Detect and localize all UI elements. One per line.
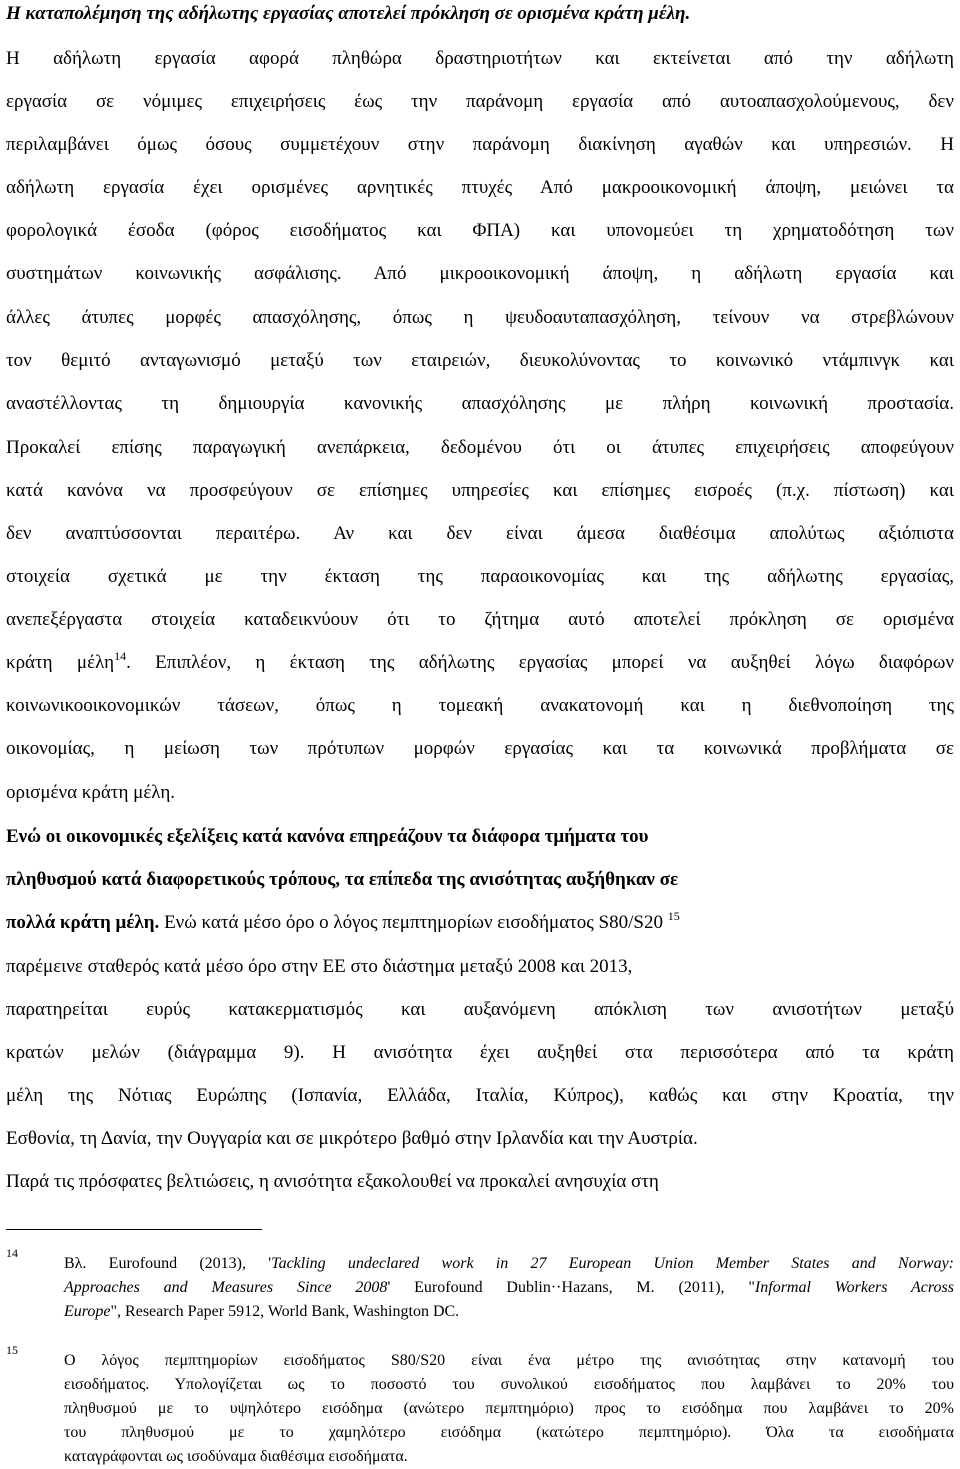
footnote-number: 14	[6, 1246, 18, 1260]
paragraph-line: παρατηρείται ευρύς κατακερματισμός και αυξανόμενη απόκλιση των ανισοτήτων μεταξύ	[6, 999, 954, 1020]
text-span: κράτη μέλη	[6, 652, 115, 673]
bold-heading-line: πληθυσμού κατά διαφορετικούς τρόπους, τα επίπεδα της ανισότητας αυξήθηκαν σε	[6, 869, 679, 890]
italic-span: Europe	[64, 1303, 111, 1320]
paragraph-line: Παρά τις πρόσφατες βελτιώσεις, η ανισότητα εξακολουθεί να προκαλεί ανησυχία στη	[6, 1171, 659, 1192]
paragraph-line: αδήλωτη εργασία έχει ορισμένες αρνητικές πτυχές Από μακροοικονομική άποψη, μειώνει τα	[6, 177, 954, 198]
paragraph-line: Η αδήλωτη εργασία αφορά πληθώρα δραστηριοτήτων και εκτείνεται από την αδήλωτη	[6, 48, 954, 69]
footnote-line: του πληθυσμού με το χαμηλότερο εισόδημα (κατώτερο πεμπτημόριο). Όλα τα εισοδήματα	[64, 1424, 954, 1441]
paragraph-line: άλλες άτυπες μορφές απασχόλησης, όπως η ψευδοαυταπασχόληση, τείνουν να στρεβλώνουν	[6, 307, 954, 328]
paragraph-line: αναστέλλοντας τη δημιουργία κανονικής απασχόλησης με πλήρη κοινωνική προστασία.	[6, 393, 954, 414]
footnote-line	[64, 1276, 954, 1300]
paragraph-line: συστημάτων κοινωνικής ασφάλισης. Από μικροοικονομική άποψη, η αδήλωτη εργασία και	[6, 263, 954, 284]
footnote-line: πληθυσμού με το υψηλότερο εισόδημα (ανώτερο πεμπτημόριο) προς το εισόδημα που λαμβάνει το 20%	[64, 1400, 954, 1417]
paragraph-line: μέλη της Νότιας Ευρώπης (Ισπανία, Ελλάδα, Ιταλία, Κύπρος), καθώς και στην Κροατία, την	[6, 1085, 954, 1106]
italic-span: Approaches and Measures Since 2008	[64, 1279, 388, 1296]
text-span: ' Eurofound Dublin··Hazans, M. (2011), "	[387, 1279, 755, 1296]
paragraph-line: περιλαμβάνει όμως όσους συμμετέχουν στην παράνομη διακίνηση αγαθών και υπηρεσιών. Η	[6, 134, 954, 155]
footnote-ref-14[interactable]: 14	[114, 649, 127, 663]
text-span: . Επιπλέον, η έκταση της αδήλωτης εργασίας μπορεί να αυξηθεί λόγω διαφόρων	[126, 652, 954, 673]
bold-span: πολλά κράτη μέλη.	[6, 912, 160, 933]
paragraph-line	[6, 911, 680, 935]
paragraph-line: παρέμεινε σταθερός κατά μέσο όρο στην ΕΕ στο διάστημα μεταξύ 2008 και 2013,	[6, 956, 633, 977]
paragraph-line: τον θεμιτό ανταγωνισμό μεταξύ των εταιρειών, διευκολύνοντας το κοινωνικό ντάμπινγκ και	[6, 350, 954, 371]
paragraph-line: οικονομίας, η μείωση των πρότυπων μορφών εργασίας και τα κοινωνικά προβλήματα σε	[6, 738, 954, 759]
section-heading: Η καταπολέμηση της αδήλωτης εργασίας αποτελεί πρόκληση σε ορισμένα κράτη μέλη.	[6, 3, 691, 24]
paragraph-line: κατά κανόνα να προσφεύγουν σε επίσημες υπηρεσίες και επίσημες εισροές (π.χ. πίστωση) και	[6, 480, 954, 501]
text-span: Βλ. Eurofound (2013), '	[64, 1255, 272, 1272]
paragraph-line: δεν αναπτύσσονται περαιτέρω. Αν και δεν είναι άμεσα διαθέσιμα απολύτως αξιόπιστα	[6, 523, 954, 544]
italic-span: Informal Workers Across	[754, 1279, 954, 1296]
paragraph-line: ανεπεξέργαστα στοιχεία καταδεικνύουν ότι το ζήτημα αυτό αποτελεί πρόκληση σε ορισμένα	[6, 609, 954, 630]
text-span: Ενώ κατά μέσο όρο ο λόγος πεμπτημορίων εισοδήματος S80/S20	[159, 912, 663, 933]
paragraph-line	[6, 651, 954, 675]
paragraph-line: στοιχεία σχετικά με την έκταση της παραοικονομίας και της αδήλωτης εργασίας,	[6, 566, 954, 587]
footnote-line: καταγράφονται ως ισοδύναμα διαθέσιμα εισοδήματα.	[64, 1448, 408, 1465]
italic-span: Tackling undeclared work in 27 European Union Member States and Norway:	[271, 1255, 954, 1272]
paragraph-line: Προκαλεί επίσης παραγωγική ανεπάρκεια, δεδομένου ότι οι άτυπες επιχειρήσεις αποφεύγουν	[6, 437, 954, 458]
paragraph-line: φορολογικά έσοδα (φόρος εισοδήματος και ΦΠΑ) και υπονομεύει τη χρηματοδότηση των	[6, 220, 954, 241]
paragraph-line: κοινωνικοοικονομικών τάσεων, όπως η τομεακή ανακατονομή και η διεθνοποίηση της	[6, 695, 954, 716]
footnote-line: εισοδήματος. Υπολογίζεται ως το ποσοστό του συνολικού εισοδήματος που λαμβάνει το 20% του	[64, 1376, 954, 1393]
paragraph-line: Εσθονία, τη Δανία, την Ουγγαρία και σε μικρότερο βαθμό στην Ιρλανδία και την Αυστρία.	[6, 1128, 698, 1149]
paragraph-line: εργασία σε νόμιμες επιχειρήσεις έως την παράνομη εργασία από αυτοαπασχολούμενους, δεν	[6, 91, 954, 112]
footnote-number: 15	[6, 1343, 18, 1357]
footnote-ref-15[interactable]: 15	[667, 909, 680, 923]
footnote-divider	[6, 1229, 262, 1230]
footnote-line	[64, 1252, 954, 1276]
footnote-line: Ο λόγος πεμπτημορίων εισοδήματος S80/S20 είναι ένα μέτρο της ανισότητας στην κατανομή του	[64, 1352, 954, 1369]
paragraph-line: κρατών μελών (διάγραμμα 9). Η ανισότητα έχει αυξηθεί στα περισσότερα από τα κράτη	[6, 1042, 954, 1063]
paragraph-line: ορισμένα κράτη μέλη.	[6, 782, 176, 803]
footnote-line	[64, 1300, 954, 1324]
bold-heading-line: Ενώ οι οικονομικές εξελίξεις κατά κανόνα επηρεάζουν τα διάφορα τμήματα του	[6, 826, 649, 847]
text-span: ", Research Paper 5912, World Bank, Washington DC.	[110, 1303, 460, 1320]
